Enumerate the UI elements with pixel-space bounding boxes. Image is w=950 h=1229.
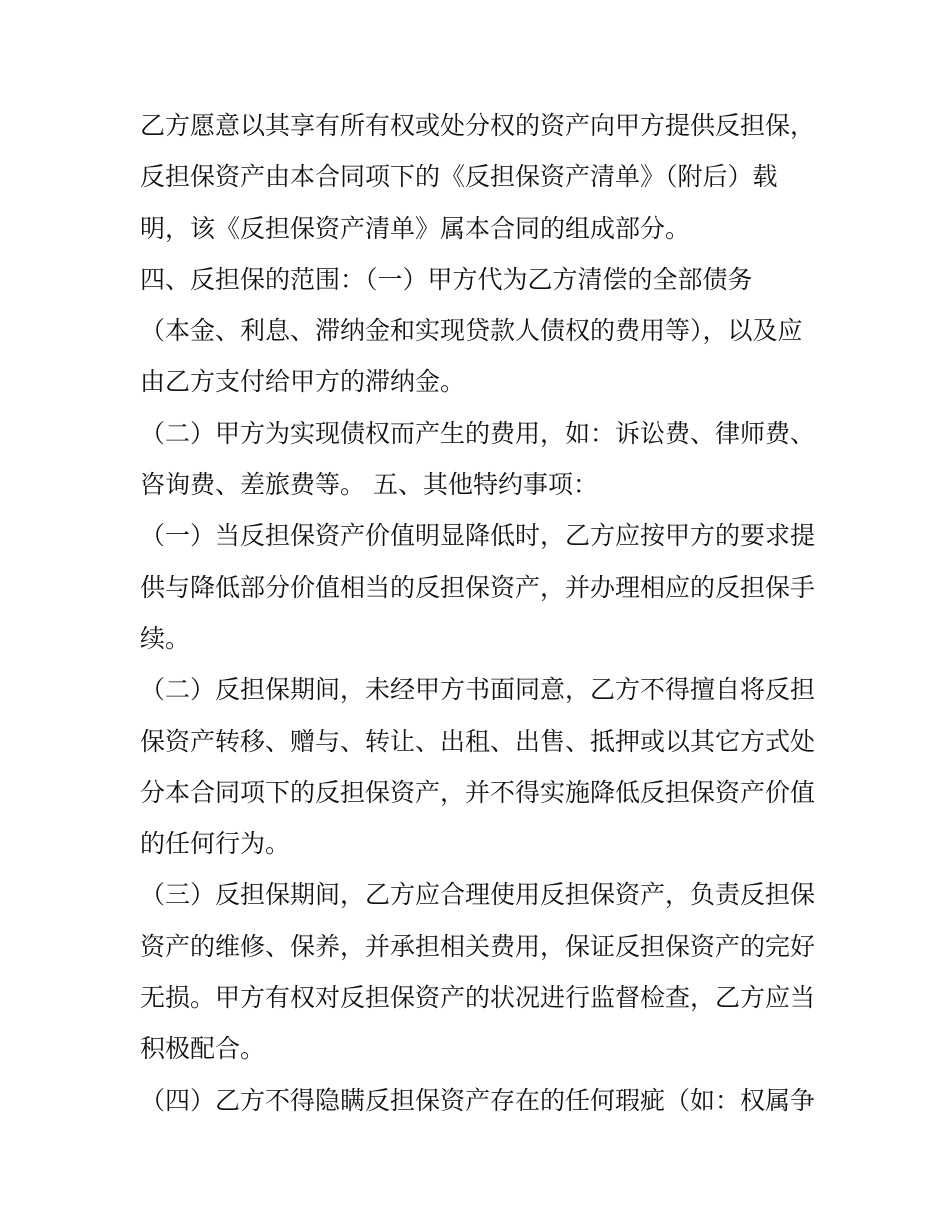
text-line: 的任何行为。 xyxy=(140,829,291,859)
text-line: 明，该《反担保资产清单》属本合同的组成部分。 xyxy=(140,213,691,243)
text-line: 保资产转移、赠与、转让、出租、出售、抵押或以其它方式处 xyxy=(140,726,816,756)
text-line: （四）乙方不得隐瞒反担保资产存在的任何瑕疵（如：权属争 xyxy=(140,1085,816,1115)
text-line: （一）当反担保资产价值明显降低时，乙方应按甲方的要求提 xyxy=(140,521,816,551)
contract-body-text xyxy=(140,100,820,1126)
text-line: （二）甲方为实现债权而产生的费用，如：诉讼费、律师费、 xyxy=(140,418,816,448)
text-line: 反担保资产由本合同项下的《反担保资产清单》（附后）载 xyxy=(140,162,778,192)
section-heading-line: 四、反担保的范围：（一）甲方代为乙方清偿的全部债务 xyxy=(140,264,753,294)
text-line: 积极配合。 xyxy=(140,1034,266,1064)
text-line: 分本合同项下的反担保资产，并不得实施降低反担保资产价值 xyxy=(140,777,816,807)
text-line: 无损。甲方有权对反担保资产的状况进行监督检查，乙方应当 xyxy=(140,983,816,1013)
text-line: 由乙方支付给甲方的滞纳金。 xyxy=(140,367,466,397)
text-line: 资产的维修、保养，并承担相关费用，保证反担保资产的完好 xyxy=(140,931,816,961)
text-line: 续。 xyxy=(140,623,191,653)
section-heading-line: 咨询费、差旅费等。 五、其他特约事项： xyxy=(140,470,598,500)
text-line: 乙方愿意以其享有所有权或处分权的资产向甲方提供反担保， xyxy=(140,111,816,140)
text-line: （二）反担保期间，未经甲方书面同意，乙方不得擅自将反担 xyxy=(140,675,816,705)
text-line: 供与降低部分价值相当的反担保资产，并办理相应的反担保手 xyxy=(140,572,816,602)
text-line: （本金、利息、滞纳金和实现贷款人债权的费用等），以及应 xyxy=(140,316,803,346)
text-line: （三）反担保期间，乙方应合理使用反担保资产，负责反担保 xyxy=(140,880,816,910)
